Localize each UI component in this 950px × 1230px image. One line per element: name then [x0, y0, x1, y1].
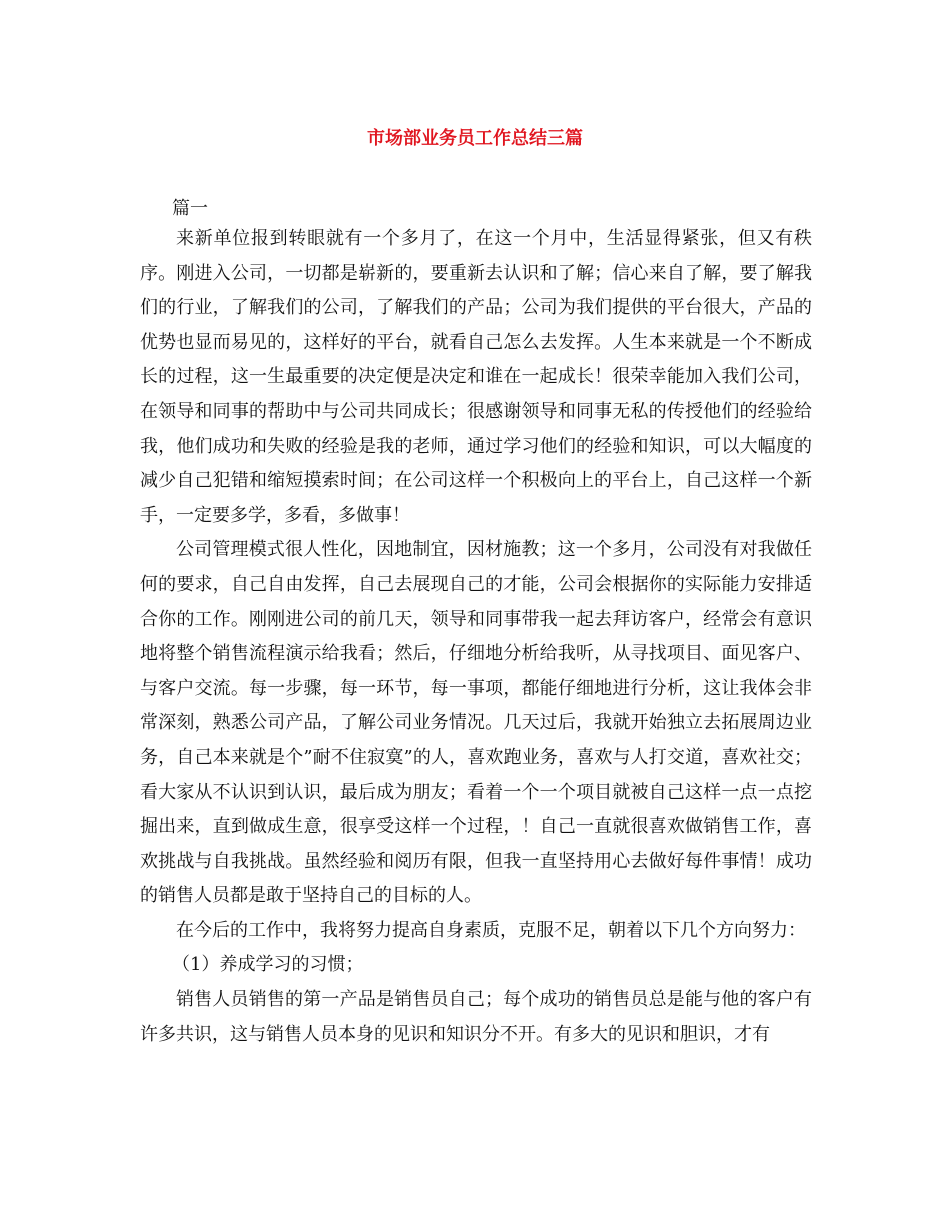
document-body: [140, 222, 812, 1052]
section-heading: 篇一: [172, 198, 208, 219]
paragraph: 公司管理模式很人性化，因地制宜，因材施教；这一个多月，公司没有对我做任何的要求，自己自由发挥，自己去展现自己的才能，公司会根据你的实际能力安排适合你的工作。刚刚进公司的前几天，领导和同事带我一起去拜访客户，经常会有意识地将整个销售流程演示给我看；然后，仔细地分析给我听，从寻找项目、面见客户、与客户交流。每一步骤，每一环节，每一事项，都能仔细地进行分析，这让我体会非常深刻，熟悉公司产品，了解公司业务情况。几天过后，我就开始独立去拓展周边业务，自己本来就是个”耐不住寂寞”的人，喜欢跑业务，喜欢与人打交道，喜欢社交；看大家从不认识到认识，最后成为朋友；看着一个一个项目就被自己这样一点一点挖掘出来，直到做成生意，很享受这样一个过程，！自己一直就很喜欢做销售工作，喜欢挑战与自我挑战。虽然经验和阅历有限，但我一直坚持用心去做好每件事情！成功的销售人员都是敢于坚持自己的目标的人。: [140, 539, 812, 907]
paragraph: 在今后的工作中，我将努力提高自身素质，克服不足，朝着以下几个方向努力：: [176, 919, 806, 941]
list-item: （1）养成学习的习惯；: [172, 954, 364, 976]
paragraph: 来新单位报到转眼就有一个多月了，在这一个月中，生活显得紧张，但又有秩序。刚进入公司，一切都是崭新的，要重新去认识和了解；信心来自了解，要了解我们的行业，了解我们的公司，了解我们的产品；公司为我们提供的平台很大，产品的优势也显而易见的，这样好的平台，就看自己怎么去发挥。人生本来就是一个不断成长的过程，这一生最重要的决定便是决定和谁在一起成长！很荣幸能加入我们公司，在领导和同事的帮助中与公司共同成长；很感谢领导和同事无私的传授他们的经验给我，他们成功和失败的经验是我的老师，通过学习他们的经验和知识，可以大幅度的减少自己犯错和缩短摸索时间；在公司这样一个积极向上的平台上，自己这样一个新手，一定要多学，多看，多做事！: [140, 228, 812, 526]
document-title: 市场部业务员工作总结三篇: [367, 128, 583, 149]
paragraph: 销售人员销售的第一产品是销售员自己；每个成功的销售员总是能与他的客户有许多共识，这与销售人员本身的见识和知识分不开。有多大的见识和胆识，才有: [140, 989, 812, 1045]
